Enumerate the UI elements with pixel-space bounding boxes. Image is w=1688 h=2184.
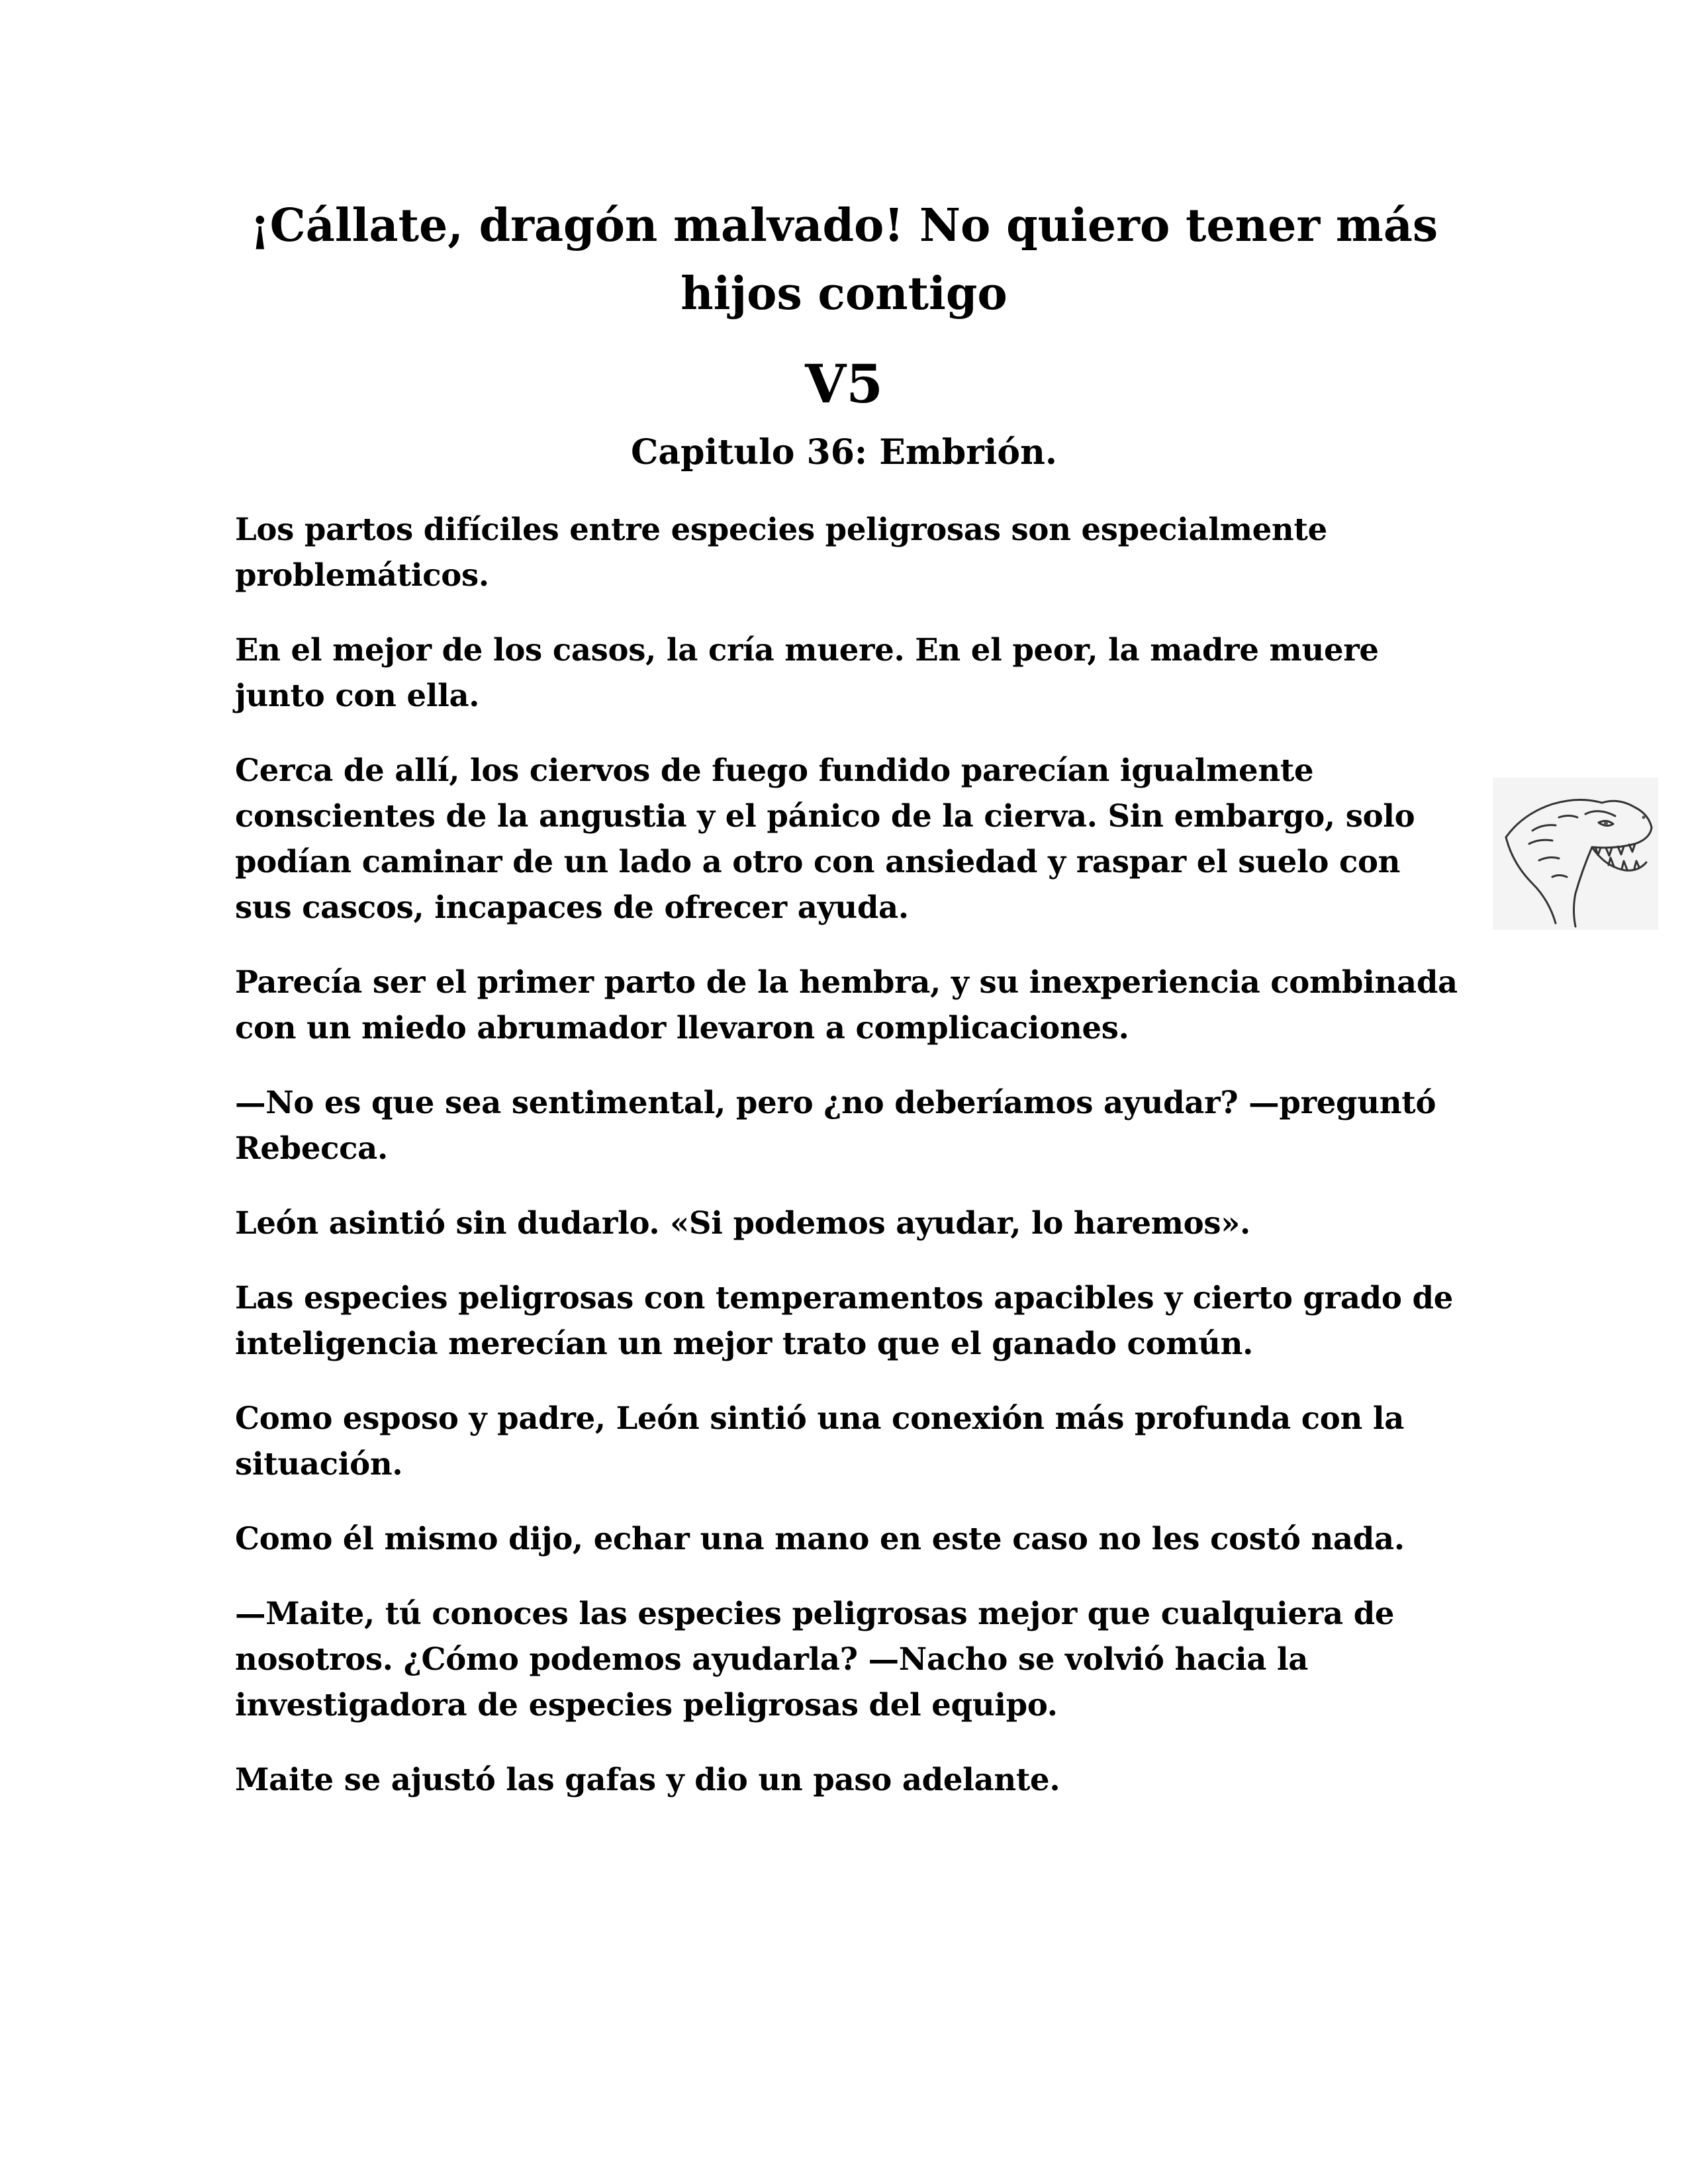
paragraph: —Maite, tú conoces las especies peligrosas mejor que cualquiera de nosotros. ¿Cómo podemos ayudarla? —Nacho se volvió hacia la investigadora de especies peligrosas del equipo. — [235, 1595, 1395, 1723]
paragraph: Como esposo y padre, León sintió una conexión más profunda con la situación. — [235, 1400, 1405, 1482]
paragraph: Las especies peligrosas con temperamentos apacibles y cierto grado de inteligencia merecían un mejor trato que el ganado común. — [235, 1279, 1453, 1361]
paragraph: León asintió sin dudarlo. «Si podemos ayudar, lo haremos». — [235, 1205, 1250, 1241]
page-title: ¡Cállate, dragón malvado! No quiero tener más hijos contigo — [250, 199, 1438, 320]
chapter-body — [235, 506, 1466, 1831]
paragraph: Parecía ser el primer parto de la hembra, y su inexperiencia combinada con un miedo abrumador llevaron a complicaciones. — [235, 964, 1458, 1046]
dragon-head-sketch-icon — [1493, 778, 1658, 930]
paragraph: Como él mismo dijo, echar una mano en este caso no les costó nada. — [235, 1520, 1405, 1557]
paragraph: —No es que sea sentimental, pero ¿no deberíamos ayudar? —preguntó Rebecca. — [235, 1084, 1436, 1166]
chapter-heading: Capitulo 36: Embrión. — [631, 432, 1057, 473]
volume-label: V5 — [805, 353, 883, 415]
paragraph: Los partos difíciles entre especies peligrosas son especialmente problemáticos. — [235, 511, 1327, 593]
paragraph: Cerca de allí, los ciervos de fuego fundido parecían igualmente conscientes de la angustia y el pánico de la cierva. Sin embargo, solo podían caminar de un lado a otro con ansiedad y raspar el suelo con sus cascos, incapaces de ofrecer ayuda. — [235, 752, 1415, 925]
paragraph: Maite se ajustó las gafas y dio un paso adelante. — [235, 1761, 1060, 1797]
paragraph: En el mejor de los casos, la cría muere. En el peor, la madre muere junto con ella. — [235, 631, 1379, 713]
